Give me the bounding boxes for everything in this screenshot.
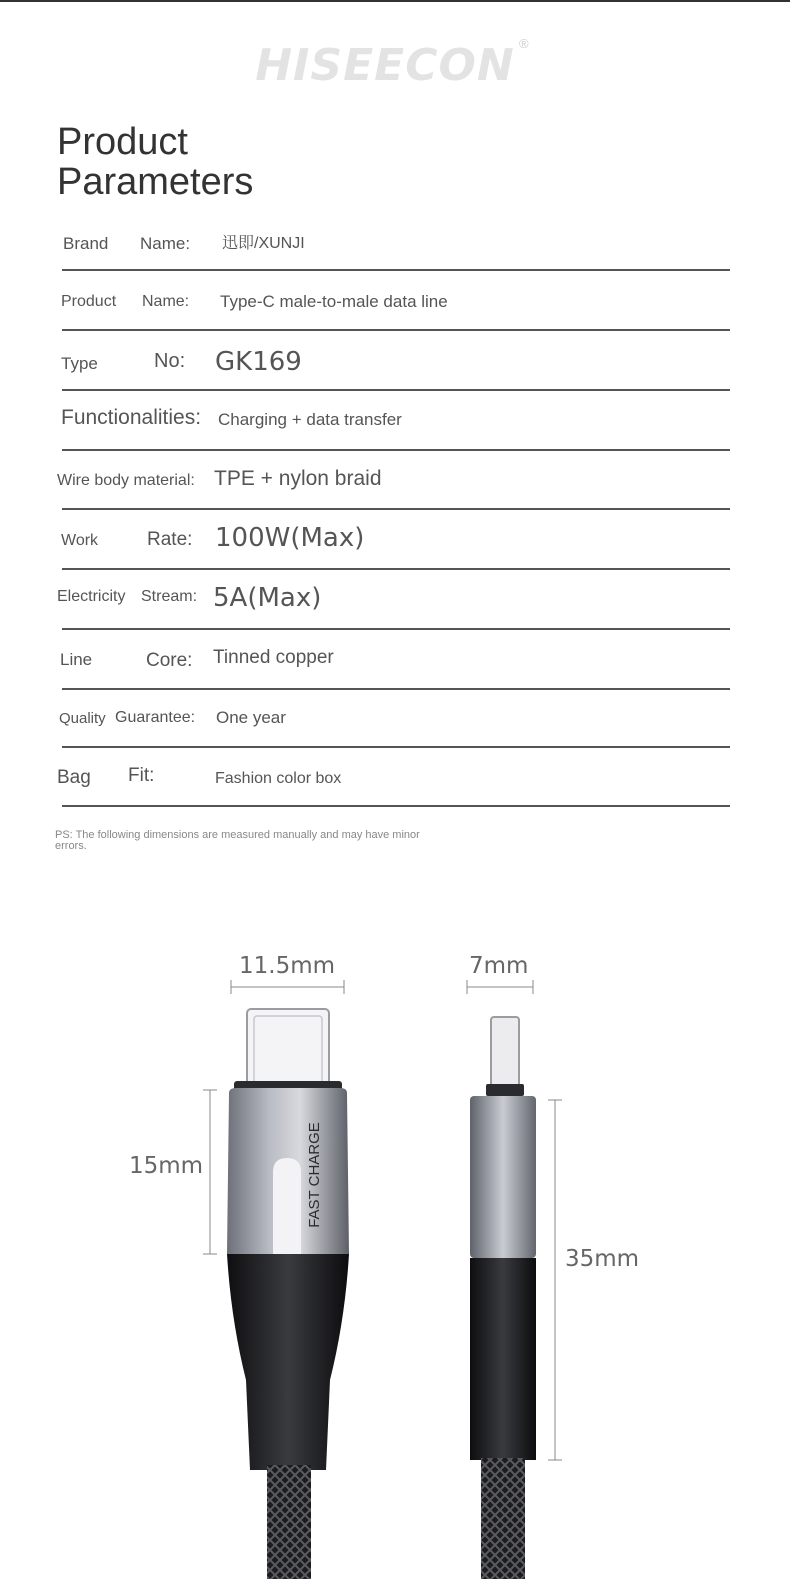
top-border [0, 0, 790, 2]
param-label: Type [61, 354, 98, 373]
param-label: Guarantee: [115, 709, 196, 726]
row-divider [62, 568, 730, 570]
plug-width-label: 11.5mm [239, 953, 336, 979]
param-value: One year [216, 708, 286, 727]
param-value: TPE + nylon braid [214, 467, 382, 490]
page-title [57, 122, 317, 202]
row-divider [62, 449, 730, 451]
cable-illustration [0, 900, 790, 1579]
row-divider [62, 389, 730, 391]
row-divider [62, 805, 730, 807]
row-divider [62, 269, 730, 271]
param-label: Quality [59, 710, 106, 727]
title-line-2: Parameters [57, 161, 254, 203]
shell-height-label: 15mm [129, 1153, 204, 1179]
param-value: 5A(Max) [213, 583, 322, 613]
row-divider [62, 746, 730, 748]
param-label: Work [61, 532, 99, 549]
param-label: Line [60, 650, 93, 669]
row-divider [62, 329, 730, 331]
param-label: Product [61, 293, 117, 310]
param-label: Stream: [141, 588, 198, 605]
param-value: Type-C male-to-male data line [220, 292, 448, 311]
param-label: Core: [146, 650, 193, 671]
param-label: Functionalities: [61, 406, 202, 429]
param-value: 100W(Max) [215, 523, 365, 553]
param-value: GK169 [215, 347, 302, 377]
param-value: Tinned copper [213, 647, 334, 668]
title-line-1: Product [57, 121, 188, 163]
row-divider [62, 688, 730, 690]
param-label: No: [154, 350, 186, 372]
row-divider [62, 508, 730, 510]
param-label: Electricity [57, 588, 126, 605]
param-label: Name: [140, 234, 191, 253]
param-label: Name: [142, 293, 190, 310]
param-value: Fashion color box [215, 770, 342, 787]
brand-logo: HISEECON [255, 40, 515, 91]
front-connector [227, 1009, 349, 1579]
plug-thickness-label: 7mm [469, 953, 529, 979]
registered-mark: ® [519, 36, 529, 51]
row-divider [62, 628, 730, 630]
param-label: Bag [57, 767, 91, 788]
param-label: Rate: [147, 529, 193, 550]
connector-length-label: 35mm [565, 1246, 640, 1272]
measurement-note: PS: The following dimensions are measured manually and may have minor errors. [55, 829, 420, 852]
param-label: Fit: [128, 765, 155, 786]
param-label: Brand [63, 234, 109, 253]
param-value: Charging + data transfer [218, 410, 402, 429]
param-label: Wire body material: [57, 472, 195, 489]
side-connector [470, 1017, 536, 1579]
param-value: 迅即/XUNJI [222, 235, 305, 252]
fast-charge-print: FAST CHARGE [306, 1122, 323, 1228]
